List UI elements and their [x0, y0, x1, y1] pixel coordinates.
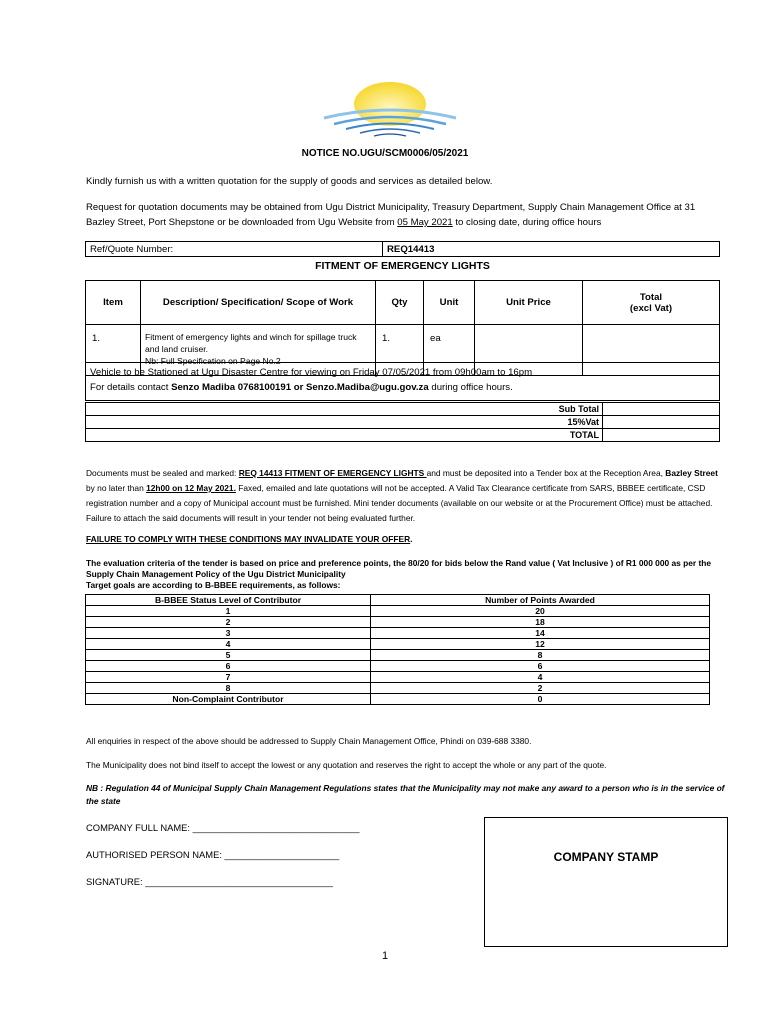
header-unit: Unit	[424, 281, 475, 325]
row-description-line1: Fitment of emergency lights and winch for spillage truck and land cruiser.	[145, 332, 357, 354]
contact-line	[90, 380, 715, 395]
items-header-row	[86, 281, 720, 325]
points-row	[86, 683, 710, 694]
points-value: 6	[371, 661, 710, 672]
points-level: Non-Complaint Contributor	[86, 694, 371, 705]
company-name-field: COMPANY FULL NAME: ________________________________	[86, 822, 360, 833]
notice-title: NOTICE NO.UGU/SCM0006/05/2021	[301, 148, 469, 159]
row-item: 1.	[86, 325, 141, 376]
points-value: 14	[371, 628, 710, 639]
row-description-line2: Nb: Full Specification on Page No.2	[145, 356, 281, 366]
header-qty: Qty	[376, 281, 424, 325]
request-text-part2: to closing date, during office hours	[452, 217, 602, 228]
points-level: 6	[86, 661, 371, 672]
points-level: 2	[86, 617, 371, 628]
points-value: 4	[371, 672, 710, 683]
evaluation-criteria	[86, 558, 726, 591]
sub-total-value	[603, 403, 720, 416]
contact-prefix: For details contact	[90, 382, 172, 393]
points-row	[86, 639, 710, 650]
row-unit: ea	[424, 325, 475, 376]
points-level: 7	[86, 672, 371, 683]
points-level: 1	[86, 606, 371, 617]
docs-text-2: and must be deposited into a Tender box at the Reception Area,	[426, 468, 666, 478]
totals-table	[85, 402, 720, 442]
points-value: 12	[371, 639, 710, 650]
vat-label: 15%Vat	[86, 416, 603, 429]
points-row	[86, 628, 710, 639]
docs-text-1: Documents must be sealed and marked:	[86, 468, 239, 478]
enquiries-text: All enquiries in respect of the above should be addressed to Supply Chain Management Office, Phindi on 039-688 3380.	[86, 736, 532, 746]
points-value: 18	[371, 617, 710, 628]
points-level: 5	[86, 650, 371, 661]
documents-paragraph	[86, 466, 726, 526]
vehicle-notice	[85, 362, 720, 401]
evaluation-text: The evaluation criteria of the tender is based on price and preference points, the 80/20 for bids below the Rand value ( Vat Inclusive ) of R1 000 000 as per the Supply Chain Management Policy of the Ugu District Municipality	[86, 558, 712, 579]
intro-text: Kindly furnish us with a written quotation for the supply of goods and services as detailed below.	[86, 176, 493, 187]
docs-text-4: Faxed, emailed and late quotations will not be accepted. A Valid Tax Clearance certificate from SARS, BBBEE certificate, CSD registration number and a copy of Municipal account must be furnished. Mini tender documents (available on our website or at the Procurement Office) must be attached. Failure to attach the said documents will result in your tender not being evaluated further.	[86, 483, 713, 523]
header-total	[583, 281, 720, 325]
section-title: FITMENT OF EMERGENCY LIGHTS	[315, 260, 490, 272]
points-row	[86, 650, 710, 661]
points-level: 3	[86, 628, 371, 639]
company-stamp-label: COMPANY STAMP	[553, 850, 659, 864]
authorised-person-field: AUTHORISED PERSON NAME: ______________________	[86, 849, 340, 860]
docs-text-3: by no later than	[86, 483, 147, 493]
header-total-line2: (excl Vat)	[629, 302, 673, 314]
row-qty: 1.	[376, 325, 424, 376]
request-text-part1: Request for quotation documents may be obtained from Ugu District Municipality, Treasury Department, Supply Chain Management Office at 31 Bazley Street, Port Shepstone or be downloaded from Ugu Website from	[86, 202, 696, 228]
failure-note-dot: .	[410, 534, 413, 544]
signature-field: SIGNATURE: ____________________________________	[86, 876, 333, 887]
points-value: 2	[371, 683, 710, 694]
header-description: Description/ Specification/ Scope of Work	[141, 281, 376, 325]
points-value: 20	[371, 606, 710, 617]
total-value	[603, 429, 720, 442]
company-stamp-box	[484, 817, 728, 947]
request-date: 05 May 2021	[397, 217, 453, 228]
points-row	[86, 606, 710, 617]
points-row	[86, 661, 710, 672]
request-text	[86, 200, 726, 230]
ref-value: REQ14413	[383, 242, 720, 257]
total-label: TOTAL	[86, 429, 603, 442]
points-header-points: Number of Points Awarded	[371, 595, 710, 606]
docs-bazley: Bazley Street	[665, 468, 718, 478]
docs-deadline: 12h00 on 12 May 2021.	[146, 483, 236, 493]
points-table	[85, 594, 710, 705]
header-total-line1: Total	[639, 291, 663, 303]
vat-value	[603, 416, 720, 429]
header-item: Item	[86, 281, 141, 325]
page-number: 1	[381, 950, 389, 962]
ref-table	[85, 241, 720, 257]
ref-label: Ref/Quote Number:	[86, 242, 383, 257]
failure-note	[86, 532, 726, 547]
ugu-logo	[320, 78, 460, 140]
points-row	[86, 617, 710, 628]
contact-suffix: during office hours.	[428, 382, 513, 393]
vehicle-line: Vehicle to be Stationed at Ugu Disaster Centre for viewing on Friday 07/05/2021 from 09h00am to 16pm	[90, 367, 533, 378]
points-row	[86, 694, 710, 705]
header-unit-price: Unit Price	[475, 281, 583, 325]
target-goals: Target goals are according to B-BBEE requirements, as follows:	[86, 580, 341, 590]
points-header-level: B-BBEE Status Level of Contributor	[86, 595, 371, 606]
points-value: 8	[371, 650, 710, 661]
docs-marked: REQ 14413 FITMENT OF EMERGENCY LIGHTS	[238, 468, 427, 478]
no-bind-text: The Municipality does not bind itself to accept the lowest or any quotation and reserves the right to accept the whole or any part of the quote.	[86, 760, 607, 770]
points-level: 4	[86, 639, 371, 650]
points-value: 0	[371, 694, 710, 705]
sub-total-label: Sub Total	[86, 403, 603, 416]
nb-note: NB : Regulation 44 of Municipal Supply Chain Management Regulations states that the Municipality may not make any award to a person who is in the service of the state	[86, 783, 725, 806]
points-level: 8	[86, 683, 371, 694]
contact-details: Senzo Madiba 0768100191 or Senzo.Madiba@ugu.gov.za	[171, 382, 429, 393]
points-row	[86, 672, 710, 683]
failure-note-text: FAILURE TO COMPLY WITH THESE CONDITIONS MAY INVALIDATE YOUR OFFER	[86, 534, 411, 544]
